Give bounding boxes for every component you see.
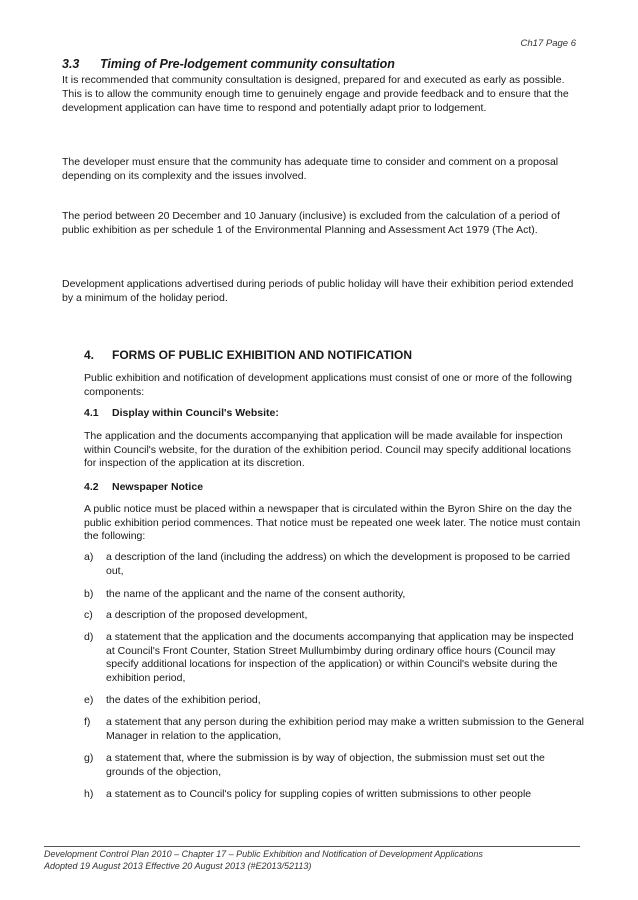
list-item-letter: g)	[84, 752, 94, 764]
subsection-title: Display within Council's Website:	[112, 407, 279, 419]
paragraph: Development applications advertised during periods of public holiday will have their exhibition period extended by a minimum of the holiday period.	[62, 278, 574, 304]
paragraph: It is recommended that community consultation is designed, prepared for and executed as early as possible. This is to allow the community enough time to genuinely engage and provide feedback and to ensure that the development application can have time to respond and potentially adapt prior to lodgement.	[62, 74, 569, 114]
list-item-text: a statement as to Council's policy for suppling copies of written submissions to other people	[106, 788, 532, 800]
list-item-letter: e)	[84, 694, 94, 706]
list-item-text: a description of the proposed development,	[106, 609, 308, 621]
subsection-number: 4.1	[84, 407, 99, 419]
footer-divider	[44, 846, 580, 847]
section-3-3-heading	[62, 57, 582, 71]
subsection-number: 4.2	[84, 481, 99, 493]
subsection-title: Newspaper Notice	[112, 481, 204, 493]
list-item-letter: b)	[84, 588, 94, 600]
list-item-text: a statement that, where the submission is by way of objection, the submission must set out the grounds of the objection,	[106, 752, 545, 778]
list-item-text: a description of the land (including the address) on which the development is proposed to be carried out,	[106, 551, 571, 577]
list-item-text: the dates of the exhibition period,	[106, 694, 261, 706]
list-item-text: a statement that any person during the exhibition period may make a written submission to the General Manager in relation to the application,	[106, 716, 585, 742]
list-item	[84, 716, 584, 743]
paragraph: The period between 20 December and 10 January (inclusive) is excluded from the calculation of a period of public exhibition as per schedule 1 of the Environmental Planning and Assessment Act 1979 (The Act).	[62, 210, 560, 236]
paragraph: The developer must ensure that the community has adequate time to consider and comment on a proposal depending on its complexity and the issues involved.	[62, 156, 559, 182]
subsection-text: A public notice must be placed within a newspaper that is circulated within the Byron Shire on the day the public exhibition period commences. That notice must be repeated one week later. The notice must contain the following:	[84, 503, 581, 542]
section-title: Timing of Pre-lodgement community consultation	[100, 57, 395, 71]
list-item	[84, 588, 584, 602]
section-title: FORMS OF PUBLIC EXHIBITION AND NOTIFICATION	[112, 348, 412, 362]
list-item-text: the name of the applicant and the name of the consent authority,	[106, 588, 406, 600]
list-item-letter: d)	[84, 631, 94, 643]
list-item	[84, 788, 584, 802]
footer-line-1: Development Control Plan 2010 – Chapter 17 – Public Exhibition and Notification of Development Applications	[44, 849, 483, 859]
subsection-4-1-heading	[84, 407, 584, 419]
list-item-letter: c)	[84, 609, 93, 621]
list-item	[84, 609, 584, 623]
list-item	[84, 631, 584, 685]
footer-line-2: Adopted 19 August 2013 Effective 20 August 2013 (#E2013/52113)	[44, 861, 312, 871]
list-item-letter: f)	[84, 716, 91, 728]
subsection-4-2-heading	[84, 481, 584, 493]
list-item-letter: a)	[84, 551, 94, 563]
list-item	[84, 694, 584, 708]
section-number: 3.3	[62, 57, 80, 71]
section-number: 4.	[84, 348, 95, 362]
page-number: Ch17 Page 6	[520, 38, 576, 49]
list-item	[84, 752, 584, 779]
section-4-heading	[84, 348, 584, 362]
subsection-text: The application and the documents accompanying that application will be made available for inspection within Council's website, for the duration of the exhibition period. Council may specify additional locations for inspection of the application at its discretion.	[84, 430, 572, 469]
list-item-letter: h)	[84, 788, 94, 800]
list-item-text: a statement that the application and the documents accompanying that application may be inspected at Council's Front Counter, Station Street Mullumbimby during ordinary office hours (Council may specify additional locations for inspection of the application) or within Council's website during the exhibition period,	[106, 631, 574, 684]
section-intro: Public exhibition and notification of development applications must consist of one or more of the following components:	[84, 372, 572, 398]
list-item	[84, 551, 584, 578]
